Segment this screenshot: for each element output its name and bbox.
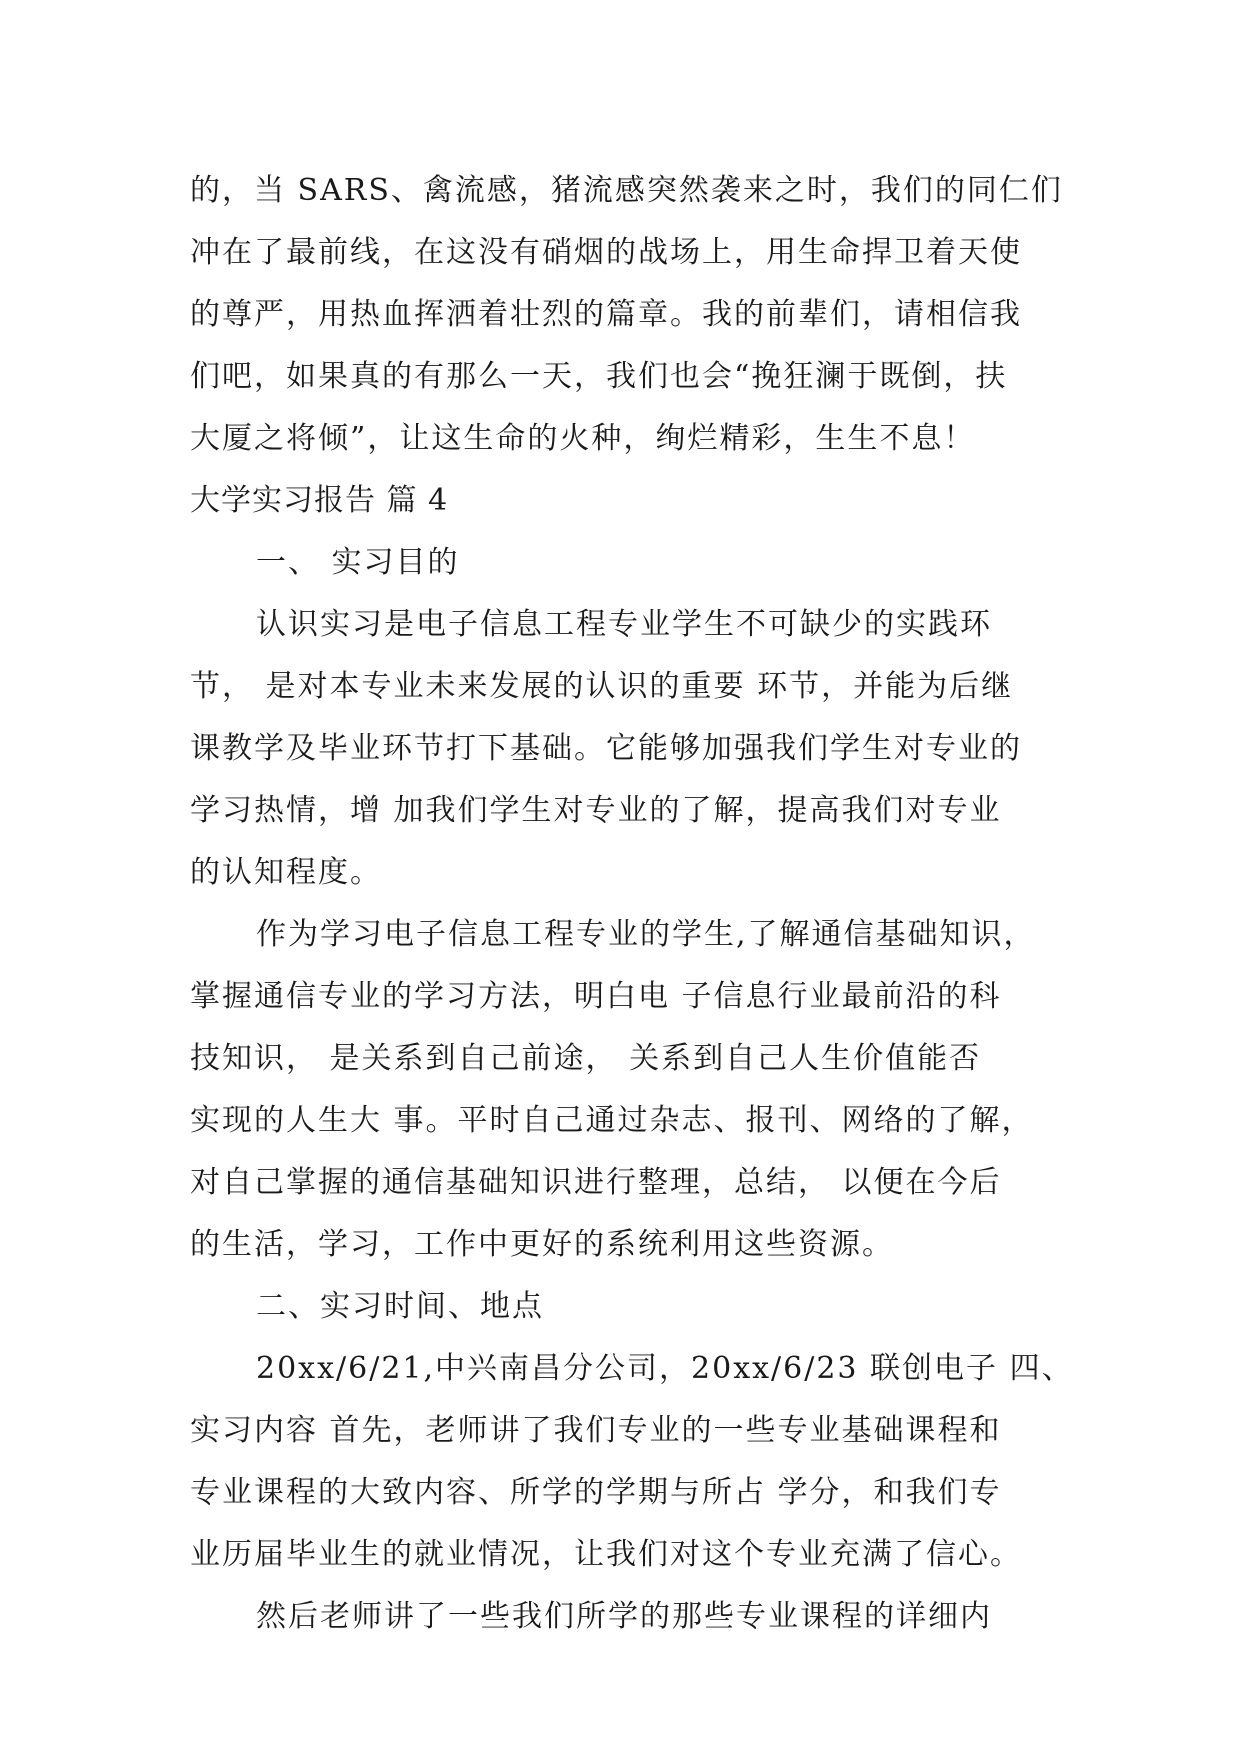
paragraph-line: 的尊严，用热血挥洒着壮烈的篇章。我的前辈们，请相信我 xyxy=(190,297,1022,332)
paragraph-line: 的认知程度。 xyxy=(190,855,382,890)
paragraph-line: 的生活，学习，工作中更好的系统利用这些资源。 xyxy=(190,1227,894,1262)
paragraph-line: 专业课程的大致内容、所学的学期与所占 学分，和我们专 xyxy=(190,1475,1002,1510)
paragraph-line: 冲在了最前线，在这没有硝烟的战场上，用生命捍卫着天使 xyxy=(190,235,1022,270)
paragraph-line: 对自己掌握的通信基础知识进行整理，总结， 以便在今后 xyxy=(190,1165,1002,1200)
paragraph-line: 认识实习是电子信息工程专业学生不可缺少的实践环 xyxy=(256,607,992,642)
paragraph-line: 大厦之将倾”，让这生命的火种，绚烂精彩，生生不息！ xyxy=(190,421,976,456)
paragraph-line: 20xx/6/21,中兴南昌分公司，20xx/6/23 联创电子 四、 xyxy=(256,1351,1074,1386)
document-body xyxy=(190,160,1074,1648)
paragraph-line: 业历届毕业生的就业情况，让我们对这个专业充满了信心。 xyxy=(190,1537,1022,1572)
paragraph-line: 的，当 SARS、禽流感，猪流感突然袭来之时，我们的同仁们 xyxy=(190,173,1063,208)
paragraph-line: 掌握通信专业的学习方法，明白电 子信息行业最前沿的科 xyxy=(190,979,1002,1014)
section-title: 大学实习报告 篇 4 xyxy=(190,483,449,518)
paragraph-line: 课教学及毕业环节打下基础。它能够加强我们学生对专业的 xyxy=(190,731,1022,766)
section-heading: 一、 实习目的 xyxy=(256,545,460,580)
paragraph-line: 们吧，如果真的有那么一天，我们也会“挽狂澜于既倒，扶 xyxy=(190,359,1008,394)
paragraph-line: 实习内容 首先，老师讲了我们专业的一些专业基础课程和 xyxy=(190,1413,1002,1448)
section-heading: 二、实习时间、地点 xyxy=(256,1289,544,1324)
paragraph-line: 节， 是对本专业未来发展的认识的重要 环节，并能为后继 xyxy=(190,669,1014,704)
paragraph-line: 然后老师讲了一些我们所学的那些专业课程的详细内 xyxy=(256,1599,992,1634)
paragraph-line: 实现的人生大 事。平时自己通过杂志、报刊、网络的了解， xyxy=(190,1103,1034,1138)
paragraph-line: 学习热情，增 加我们学生对专业的了解，提高我们对专业 xyxy=(190,793,1002,828)
paragraph-line: 技知识， 是关系到自己前途， 关系到自己人生价值能否 xyxy=(190,1041,982,1076)
paragraph-line: 作为学习电子信息工程专业的学生,了解通信基础知识， xyxy=(256,917,1036,952)
